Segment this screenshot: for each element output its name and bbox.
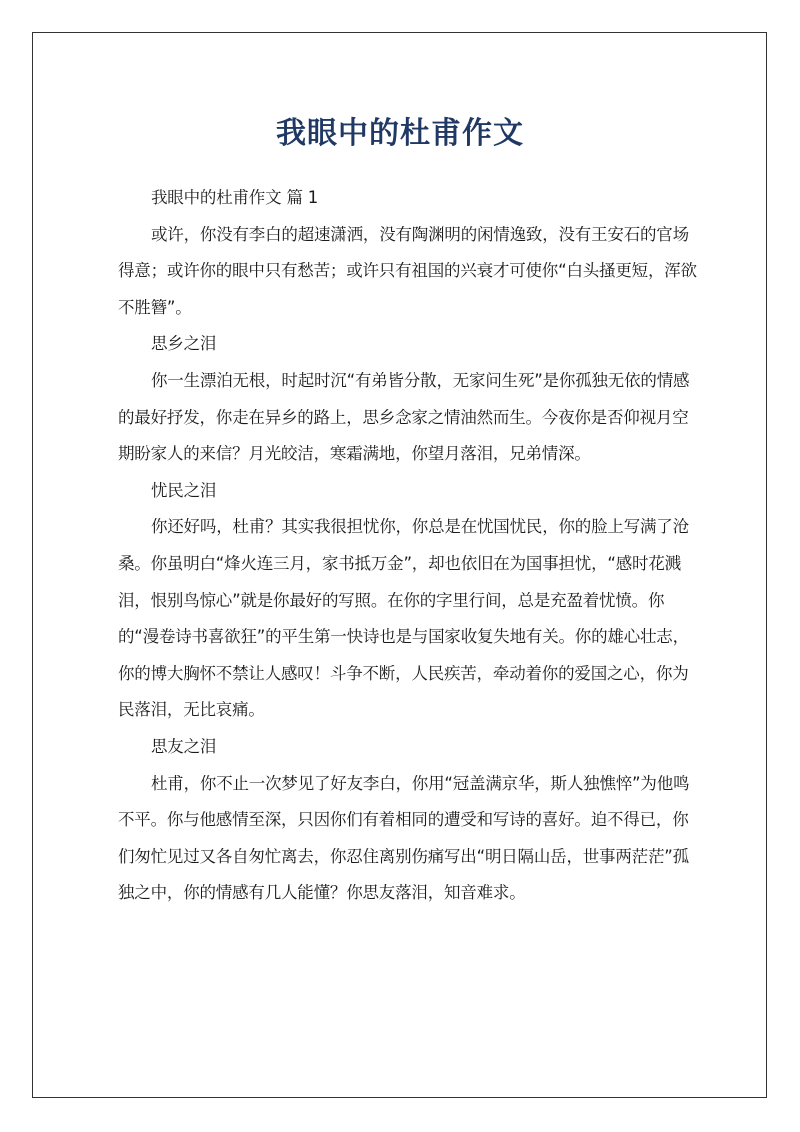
subheading-missing-friend-tears: 思友之泪 — [151, 736, 217, 756]
paragraph: 你一生漂泊无根，时起时沉“有弟皆分散，无家问生死”是你孤独无依的情感的最好抒发，你走在异乡的路上，思乡念家之情油然而生。今夜你是否仰视月空期盼家人的来信？月光皎洁，寒霜满地，你望月落泪，兄弟情深。 — [118, 370, 690, 464]
subheading-homesick-tears: 思乡之泪 — [151, 334, 217, 354]
section-heading: 我眼中的杜甫作文 篇 1 — [151, 188, 319, 207]
paragraph: 杜甫，你不止一次梦见了好友李白，你用“冠盖满京华，斯人独憔悴”为他鸣不平。你与他感情至深，只因你们有着相同的遭受和写诗的喜好。迫不得已，你们匆忙见过又各自匆忙离去，你忍住离别伤痛写出“明日隔山岳，世事两茫茫”孤独之中，你的情感有几人能懂？你思友落泪，知音难求。 — [118, 773, 690, 903]
subheading-worry-for-people-tears: 忧民之泪 — [151, 480, 217, 500]
document-body — [118, 180, 698, 912]
paragraph: 你还好吗，杜甫？其实我很担忧你，你总是在忧国忧民，你的脸上写满了沧桑。你虽明白“烽火连三月，家书抵万金”，却也依旧在为国事担忧，“感时花溅泪，恨别鸟惊心”就是你最好的写照。在你的字里行间，总是充盈着忧愤。你的“漫卷诗书喜欲狂”的平生第一快诗也是与国家收复失地有关。你的雄心壮志，你的博大胸怀不禁让人感叹！斗争不断，人民疾苦，牵动着你的爱国之心，你为民落泪，无比哀痛。 — [118, 517, 689, 720]
document-title: 我眼中的杜甫作文 — [276, 116, 524, 151]
paragraph: 或许，你没有李白的超速潇洒，没有陶渊明的闲情逸致，没有王安石的官场得意；或许你的眼中只有愁苦；或许只有祖国的兴衰才可使你“白头搔更短，浑欲不胜簪”。 — [118, 224, 697, 317]
